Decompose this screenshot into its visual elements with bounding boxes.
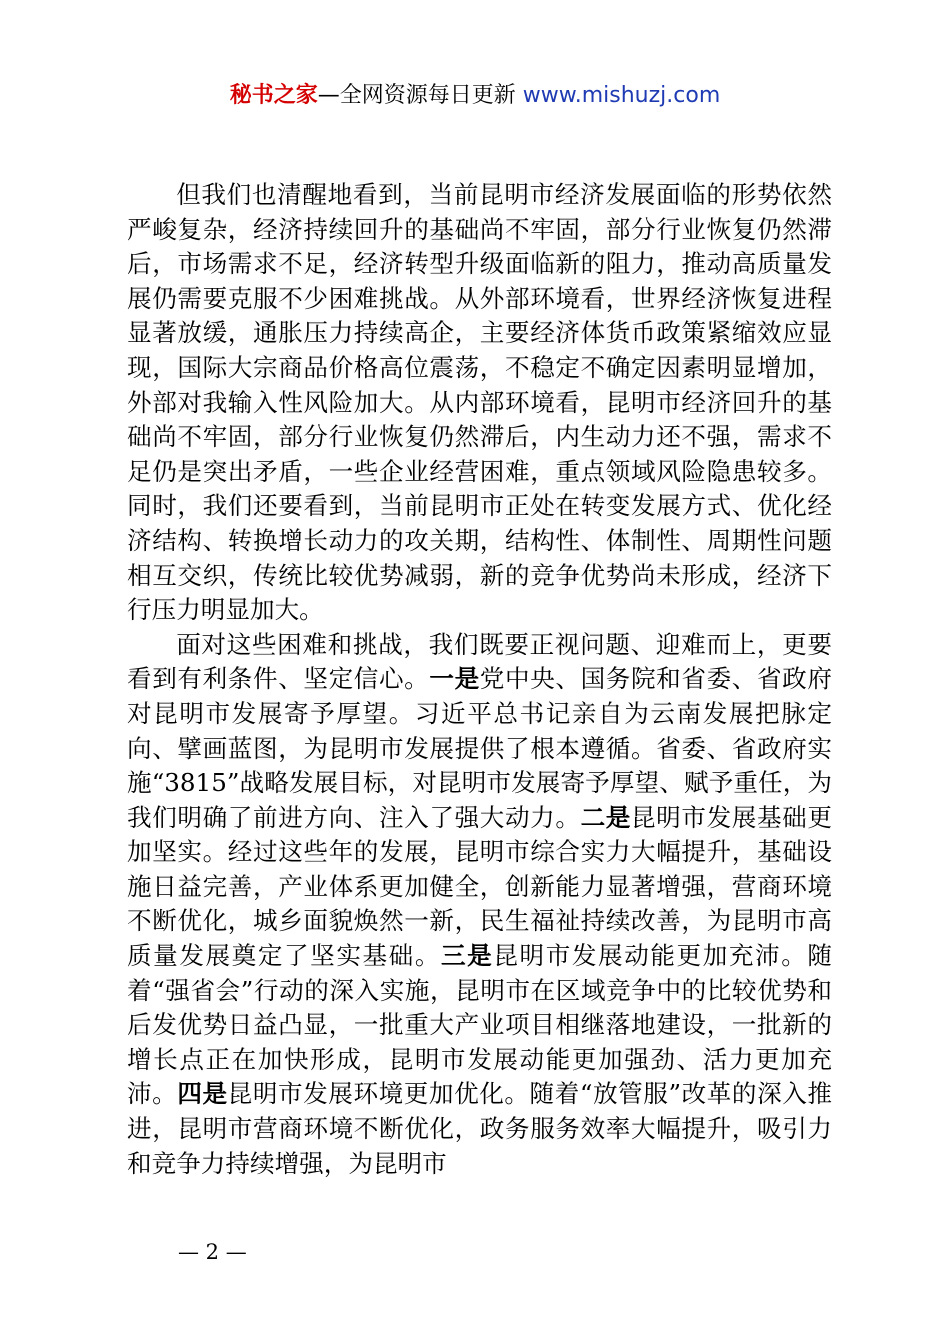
document-body: [127, 178, 832, 1181]
point-2-text: 昆明市发展基础更加坚实。经过这些年的发展，昆明市综合实力大幅提升，基础设施日益完善，产业体系更加健全，创新能力显著增强，营商环境不断优化，城乡面貌焕然一新，民生福祉持续改善，为昆明市高质量发展奠定了坚实基础。: [127, 802, 832, 971]
paragraph-challenges: 但我们也清醒地看到，当前昆明市经济发展面临的形势依然严峻复杂，经济持续回升的基础尚不牢固，部分行业恢复仍然滞后，市场需求不足，经济转型升级面临新的阻力，推动高质量发展仍需要克服不少困难挑战。从外部环境看，世界经济恢复进程显著放缓，通胀压力持续高企，主要经济体货币政策紧缩效应显现，国际大宗商品价格高位震荡，不稳定不确定因素明显增加，外部对我输入性风险加大。从内部环境看，昆明市经济回升的基础尚不牢固，部分行业恢复仍然滞后，内生动力还不强，需求不足仍是突出矛盾，一些企业经营困难，重点领域风险隐患较多。同时，我们还要看到，当前昆明市正处在转变发展方式、优化经济结构、转换增长动力的攻关期，结构性、体制性、周期性问题相互交织，传统比较优势减弱，新的竞争优势尚未形成，经济下行压力明显加大。: [127, 180, 832, 625]
site-header: [0, 80, 950, 112]
paragraph-intro: 面对这些困难和挑战，我们既要正视问题、迎难而上，更要看到有利条件、坚定信心。: [127, 629, 832, 694]
point-3-label: 三是: [441, 941, 494, 971]
point-1-text: 党中央、国务院和省委、省政府对昆明市发展寄予厚望。习近平总书记亲自为云南发展把脉定向、擘画蓝图，为昆明市发展提供了根本遵循。省委、省政府实施“3815”战略发展目标，对昆明市发展寄予厚望、赋予重任，为我们明确了前进方向、注入了强大动力。: [127, 664, 832, 832]
site-brand: 秘书之家: [229, 83, 318, 108]
point-4-text: 昆明市发展环境更加优化。随着“放管服”改革的深入推进，昆明市营商环境不断优化，政务服务效率大幅提升，吸引力和竞争力持续增强，为昆明市: [127, 1079, 832, 1178]
site-slogan: —全网资源每日更新: [317, 83, 516, 108]
page-number: — 2 —: [178, 1240, 247, 1264]
point-3-text: 昆明市发展动能更加充沛。随着“强省会”行动的深入实施，昆明市在区域竞争中的比较优势和后发优势日益凸显，一批重大产业项目相继落地建设，一批新的增长点正在加快形成，昆明市发展动能更加强劲、活力更加充沛。: [127, 941, 832, 1109]
site-url[interactable]: www.mishuzj.com: [522, 83, 721, 108]
point-4-label: 四是: [177, 1079, 228, 1109]
point-1-label: 一是: [429, 664, 480, 694]
point-2-label: 二是: [580, 802, 631, 832]
paragraph-favorable-conditions: [127, 628, 832, 1182]
